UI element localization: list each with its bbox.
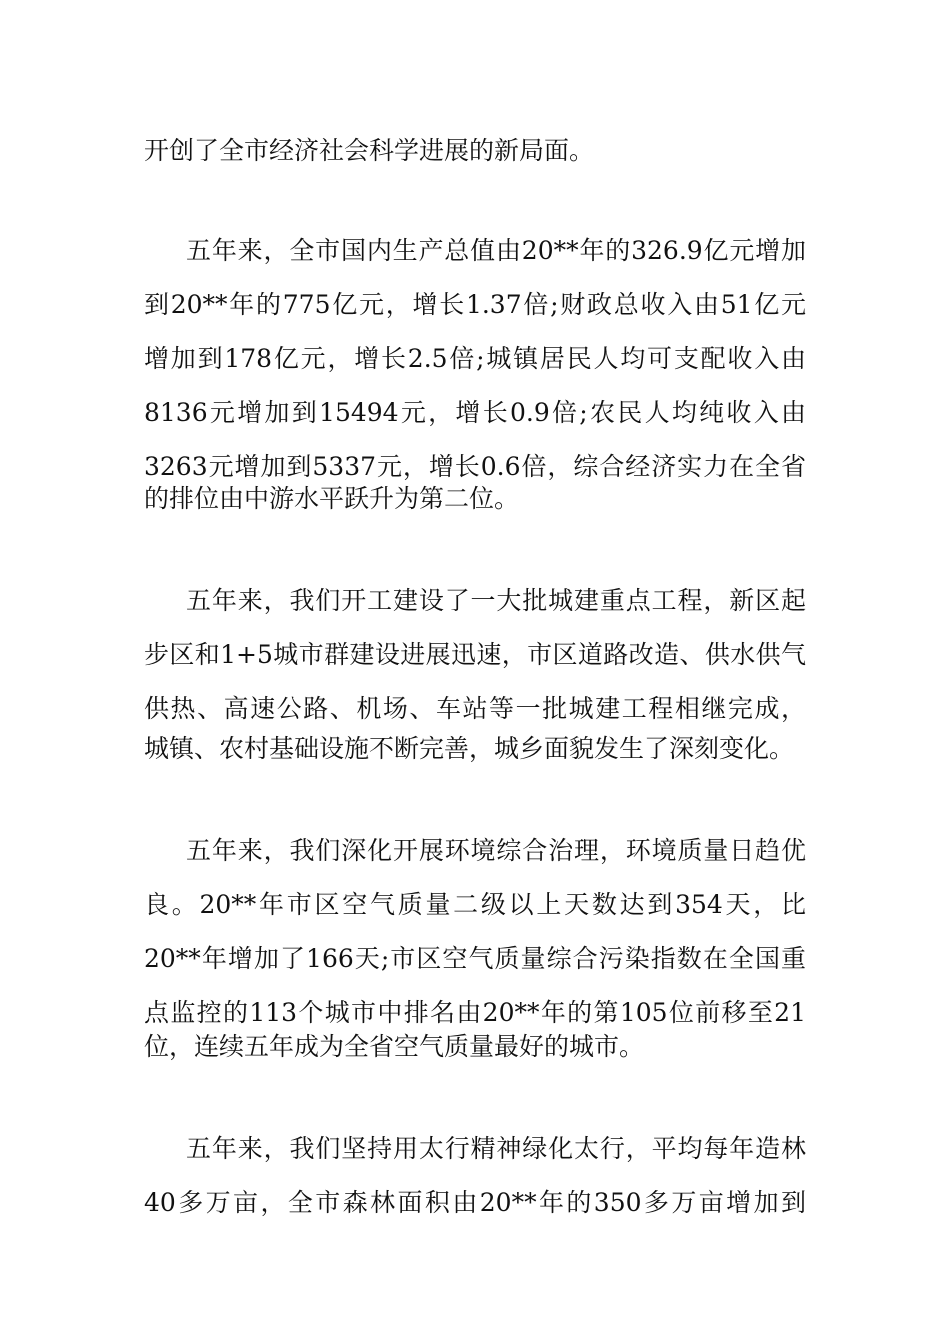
text-line: 五年来，我们开工建设了一大批城建重点工程，新区起: [186, 586, 806, 615]
text-line: 五年来，全市国内生产总值由20**年的326.9亿元增加: [186, 236, 806, 265]
text-line: 3263元增加到5337元，增长0.6倍，综合经济实力在全省: [144, 452, 806, 481]
text-line: 步区和1+5城市群建设进展迅速，市区道路改造、供水供气: [144, 640, 806, 669]
text-line: 点监控的113个城市中排名由20**年的第105位前移至21: [144, 998, 806, 1027]
text-line: 到20**年的775亿元，增长1.37倍;财政总收入由51亿元: [144, 290, 806, 319]
text-line: 增加到178亿元，增长2.5倍;城镇居民人均可支配收入由: [144, 344, 806, 373]
text-line: 位，连续五年成为全省空气质量最好的城市。: [144, 1032, 645, 1061]
text-line: 供热、高速公路、机场、车站等一批城建工程相继完成，: [144, 694, 806, 723]
text-line: 8136元增加到15494元，增长0.9倍;农民人均纯收入由: [144, 398, 806, 427]
text-line: 五年来，我们坚持用太行精神绿化太行，平均每年造林: [186, 1134, 806, 1163]
text-line: 40多万亩，全市森林面积由20**年的350多万亩增加到: [144, 1188, 806, 1217]
text-line: 20**年增加了166天;市区空气质量综合污染指数在全国重: [144, 944, 806, 973]
text-line: 开创了全市经济社会科学进展的新局面。: [144, 136, 595, 165]
text-line: 的排位由中游水平跃升为第二位。: [144, 484, 520, 513]
text-line: 良。20**年市区空气质量二级以上天数达到354天，比: [144, 890, 806, 919]
text-line: 五年来，我们深化开展环境综合治理，环境质量日趋优: [186, 836, 806, 865]
text-line: 城镇、农村基础设施不断完善，城乡面貌发生了深刻变化。: [144, 734, 795, 763]
